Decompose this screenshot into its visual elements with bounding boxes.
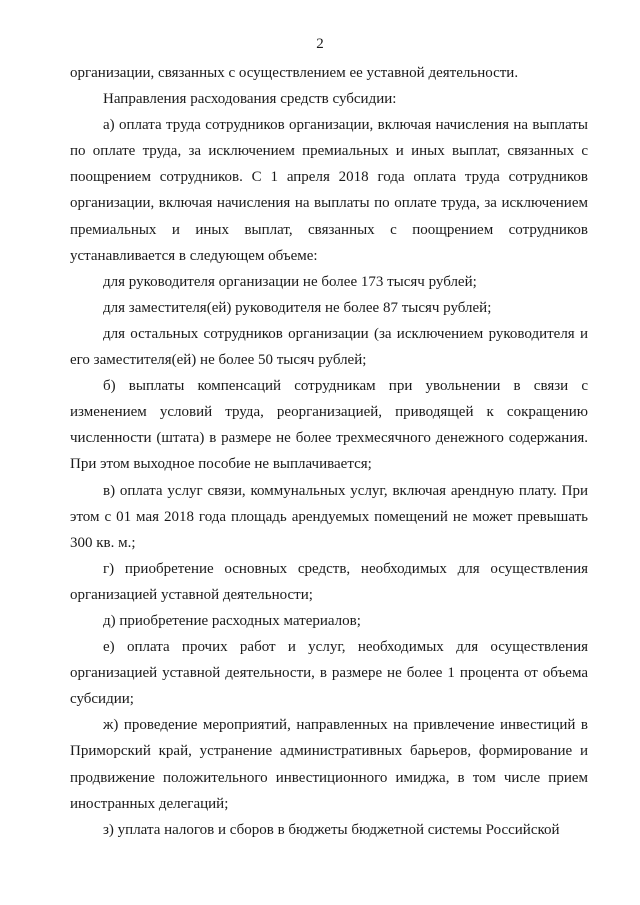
paragraph-item-a: а) оплата труда сотрудников организации, включая начисления на выплаты по оплате труда, за исключением премиальных и иных выплат, связанных с поощрением сотрудников. С 1 апреля 2018 года оплата труда сотрудников организации, включая начисления на выплаты по оплате труда, за исключением премиальных и иных выплат, связанных с поощрением сотрудников устанавливается в следующем объеме: bbox=[70, 117, 588, 264]
paragraph-deputy-salary: для заместителя(ей) руководителя не более 87 тысяч рублей; bbox=[103, 299, 492, 316]
document-body bbox=[70, 60, 588, 843]
paragraph-item-v: в) оплата услуг связи, коммунальных услуг, включая арендную плату. При этом с 01 мая 2018 года площадь арендуемых помещений не может превышать 300 кв. м.; bbox=[70, 482, 588, 551]
paragraph-head-salary: для руководителя организации не более 173 тысяч рублей; bbox=[103, 273, 477, 290]
paragraph-item-g: г) приобретение основных средств, необходимых для осуществления организацией уставной деятельности; bbox=[70, 560, 588, 603]
paragraph-subsidy-directions: Направления расходования средств субсидии: bbox=[103, 91, 397, 108]
page-number: 2 bbox=[316, 36, 324, 52]
paragraph-item-d: д) приобретение расходных материалов; bbox=[103, 612, 361, 629]
paragraph-item-b: б) выплаты компенсаций сотрудникам при увольнении в связи с изменением условий труда, реорганизацией, приводящей к сокращению численности (штата) в размере не более трехмесячного денежного содержания. При этом выходное пособие не выплачивается; bbox=[70, 378, 588, 473]
paragraph-other-staff-salary: для остальных сотрудников организации (за исключением руководителя и его заместителя(ей) не более 50 тысяч рублей; bbox=[70, 325, 588, 369]
paragraph-item-e: е) оплата прочих работ и услуг, необходимых для осуществления организацией уставной деятельности, в размере не более 1 процента от объема субсидии; bbox=[70, 639, 588, 708]
paragraph-continuation: организации, связанных с осуществлением ее уставной деятельности. bbox=[70, 65, 519, 81]
paragraph-item-zh: ж) проведение мероприятий, направленных на привлечение инвестиций в Приморский край, устранение административных барьеров, формирование и продвижение положительного инвестиционного имиджа, в том числе прием иностранных делегаций; bbox=[70, 717, 588, 812]
paragraph-item-z: з) уплата налогов и сборов в бюджеты бюджетной системы Российской bbox=[103, 821, 560, 838]
